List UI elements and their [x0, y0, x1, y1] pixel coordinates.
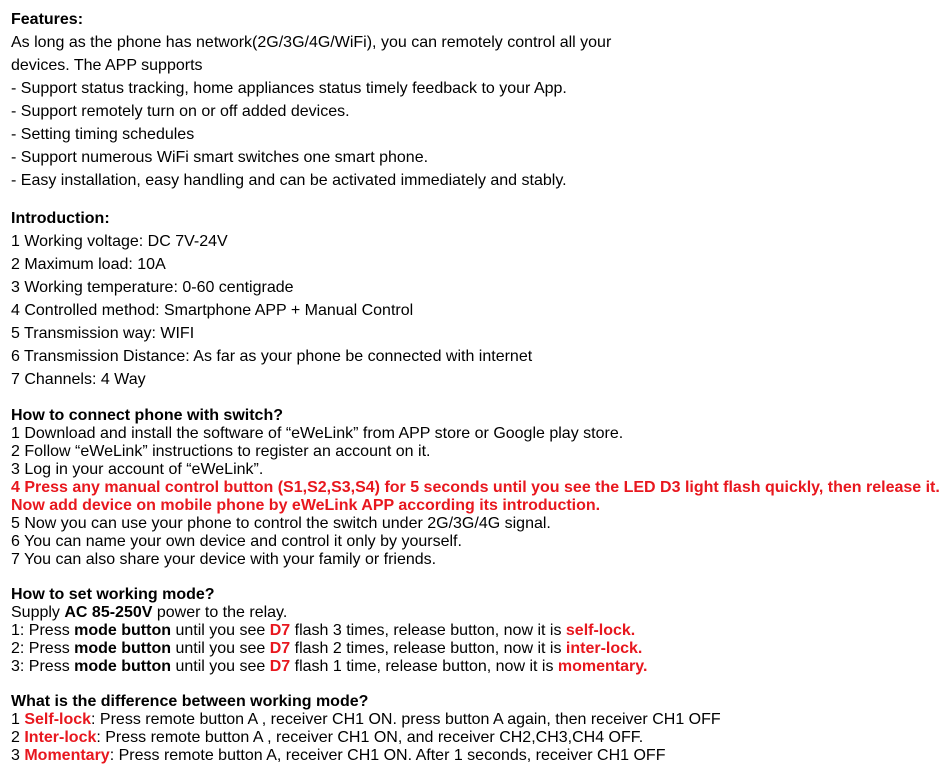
connect-step: 1 Download and install the software of “eWeLink” from APP store or Google play store. — [11, 425, 624, 442]
introduction-item: 5 Transmission way: WIFI — [11, 325, 195, 342]
supply-text: power to the relay. — [152, 604, 288, 621]
mode-name: inter-lock. — [565, 640, 643, 657]
difference-desc: : Press remote button A , receiver CH1 ON, and receiver CH2,CH3,CH4 OFF. — [96, 729, 644, 746]
section-spacer — [11, 569, 941, 586]
supply-text: Supply — [11, 604, 65, 621]
difference-mode-name: Momentary — [24, 747, 110, 764]
difference-num: 1 — [11, 711, 25, 728]
features-intro-line-2: devices. The APP supports — [11, 57, 203, 74]
top-section — [11, 8, 936, 391]
working-mode-heading: How to set working mode? — [11, 586, 215, 603]
bottom-section — [11, 407, 941, 765]
introduction-item: 6 Transmission Distance: As far as your phone be connected with internet — [11, 348, 533, 365]
mode-text: 1: Press — [11, 622, 75, 639]
connect-heading: How to connect phone with switch? — [11, 407, 283, 424]
difference-num: 3 — [11, 747, 25, 764]
difference-line — [11, 747, 941, 765]
features-intro-line-1: As long as the phone has network(2G/3G/4G/WiFi), you can remotely control all your — [11, 34, 612, 51]
mode-line — [11, 622, 941, 640]
features-item: - Support status tracking, home appliances status timely feedback to your App. — [11, 80, 567, 97]
connect-step: 2 Follow “eWeLink” instructions to register an account on it. — [11, 443, 431, 460]
difference-line — [11, 729, 941, 747]
led-label: D7 — [269, 658, 291, 675]
mode-text: until you see — [171, 622, 270, 639]
introduction-item: 7 Channels: 4 Way — [11, 371, 146, 388]
mode-line — [11, 658, 941, 676]
mode-name: self-lock. — [565, 622, 636, 639]
introduction-item: 1 Working voltage: DC 7V-24V — [11, 233, 228, 250]
features-item: - Support numerous WiFi smart switches one smart phone. — [11, 149, 429, 166]
mode-text: 2: Press — [11, 640, 75, 657]
mode-text: 3: Press — [11, 658, 75, 675]
introduction-item: 4 Controlled method: Smartphone APP + Manual Control — [11, 302, 414, 319]
mode-line — [11, 640, 941, 658]
difference-num: 2 — [11, 729, 25, 746]
difference-line — [11, 711, 941, 729]
mode-text: until you see — [171, 640, 270, 657]
connect-step: 3 Log in your account of “eWeLink”. — [11, 461, 264, 478]
mode-text: flash 2 times, release button, now it is — [290, 640, 566, 657]
mode-button-label: mode button — [74, 658, 172, 675]
difference-desc: : Press remote button A, receiver CH1 ON. After 1 seconds, receiver CH1 OFF — [109, 747, 666, 764]
features-heading: Features: — [11, 11, 84, 28]
connect-step: 6 You can name your own device and control it only by yourself. — [11, 533, 462, 550]
connect-step: 7 You can also share your device with your family or friends. — [11, 551, 437, 568]
supply-voltage: AC 85-250V — [64, 604, 153, 621]
section-spacer — [11, 676, 941, 693]
difference-heading: What is the difference between working mode? — [11, 693, 369, 710]
features-item: - Setting timing schedules — [11, 126, 195, 143]
introduction-item: 3 Working temperature: 0-60 centigrade — [11, 279, 294, 296]
introduction-heading: Introduction: — [11, 210, 110, 227]
section-spacer — [11, 192, 936, 207]
mode-text: flash 1 time, release button, now it is — [290, 658, 558, 675]
mode-text: flash 3 times, release button, now it is — [290, 622, 566, 639]
led-label: D7 — [269, 622, 291, 639]
connect-step-highlighted: 4 Press any manual control button (S1,S2,S3,S4) for 5 seconds until you see the LED D3 light flash quickly, then release it. Now add device on mobile phone by eWeLink APP according its introduction. — [11, 479, 940, 514]
mode-text: until you see — [171, 658, 270, 675]
connect-step: 5 Now you can use your phone to control the switch under 2G/3G/4G signal. — [11, 515, 551, 532]
mode-name: momentary. — [557, 658, 648, 675]
difference-mode-name: Inter-lock — [24, 729, 97, 746]
features-item: - Easy installation, easy handling and can be activated immediately and stably. — [11, 172, 567, 189]
mode-button-label: mode button — [74, 640, 172, 657]
difference-mode-name: Self-lock — [24, 711, 92, 728]
mode-button-label: mode button — [74, 622, 172, 639]
led-label: D7 — [269, 640, 291, 657]
difference-desc: : Press remote button A , receiver CH1 ON. press button A again, then receiver CH1 OFF — [91, 711, 721, 728]
supply-line — [11, 604, 941, 622]
introduction-item: 2 Maximum load: 10A — [11, 256, 166, 273]
features-item: - Support remotely turn on or off added devices. — [11, 103, 350, 120]
